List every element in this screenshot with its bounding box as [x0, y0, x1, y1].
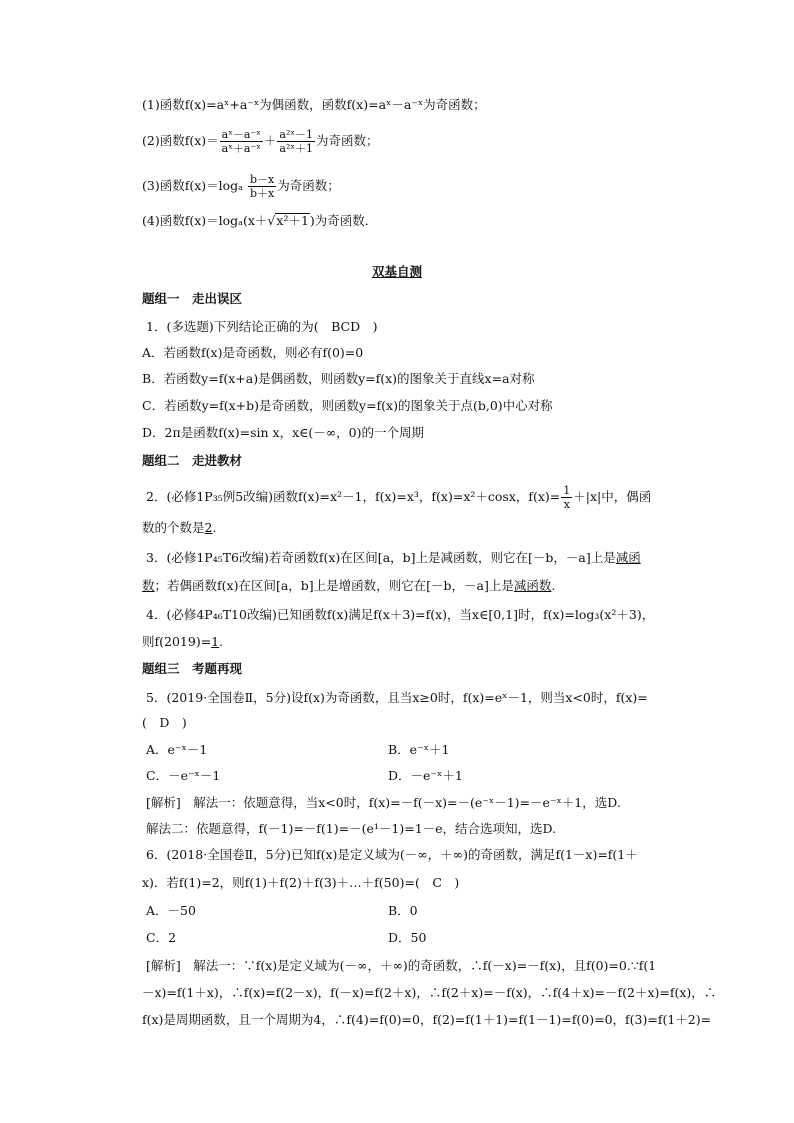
q2-answer: 2: [204, 520, 213, 535]
q5-option-d: D．－e⁻ˣ＋1: [388, 768, 463, 783]
q6-line-2: x)．若f(1)=2，则f(1)＋f(2)＋f(3)＋…＋f(50)=( C ): [142, 875, 460, 890]
q2-line-2: [142, 519, 216, 537]
property-2-lead: (2)函数f(x)＝: [142, 133, 219, 148]
q2-text-a: 2．(必修1P₃₅例5改编)函数f(x)=x²－1，f(x)=x³，f(x)=x²＋cosx，f(x)=: [146, 489, 561, 504]
q1-option-c: C．若函数y=f(x+b)是奇函数，则函数y=f(x)的图象关于点(b,0)中心对称: [142, 398, 553, 413]
property-2-tail: 为奇函数；: [316, 133, 379, 148]
q5-line-1: 5．(2019·全国卷Ⅱ，5分)设f(x)为奇函数，且当x≥0时，f(x)=eˣ－1，则当x<0时，f(x)=: [146, 690, 648, 705]
q3-answer-1: 减函: [615, 550, 641, 565]
q3-text-b: ；若偶函数f(x)在区间[a，b]上是增函数，则它在[－b，－a]上是: [154, 578, 514, 593]
q4-line-1: 4．(必修4P₄₆T10改编)已知函数f(x)满足f(x＋3)=f(x)，当x∈[0,1]时，f(x)=log₃(x²＋3)，: [146, 607, 655, 622]
q5-option-a: A．e⁻ˣ－1: [146, 742, 208, 757]
q6-solution-3: f(x)是周期函数，且一个周期为4，∴f(4)=f(0)=0，f(2)=f(1＋1)=f(1－1)=f(0)=0，f(3)=f(1＋2)=: [142, 1012, 712, 1027]
fraction-3: [248, 173, 276, 200]
property-4-close: ): [309, 213, 315, 228]
q4-text-a: 则f(2019)=: [142, 634, 212, 649]
q2-fraction-denominator: x: [563, 498, 570, 511]
plus-sign: ＋: [263, 133, 277, 148]
q1-option-d: D．2π是函数f(x)=sin x，x∈(－∞，0)的一个周期: [142, 425, 425, 440]
sqrt-radicand: x²＋1: [276, 213, 309, 228]
q2-fraction-numerator: 1: [563, 484, 571, 497]
property-1: (1)函数f(x)=aˣ+a⁻ˣ为偶函数，函数f(x)=aˣ－a⁻ˣ为奇函数；: [142, 97, 486, 112]
q5-option-b: B．e⁻ˣ＋1: [388, 742, 450, 757]
q6-solution-1: [解析] 解法一：∵f(x)是定义域为(－∞，＋∞)的奇函数，∴f(－x)=－f(x)，且f(0)=0.∵f(1: [146, 958, 657, 973]
q3-line-2: [142, 577, 555, 595]
q2-text-c: 数的个数是: [142, 520, 205, 535]
property-4: (4)函数f(x)＝logₐ(x＋√x²＋1)为奇函数．: [142, 213, 378, 228]
q4-line-2: [142, 633, 223, 651]
q3-text-c: .: [551, 578, 556, 593]
q3-text-a: 3．(必修1P₄₅T6改编)若奇函数f(x)在区间[a，b]上是减函数，则它在[－b，－a]上是: [146, 550, 616, 565]
q6-solution-2: －x)=f(1＋x)，∴f(x)=f(2－x)，f(－x)=f(2＋x)，∴f(2＋x)=－f(x)，∴f(4＋x)=－f(2＋x)=f(x)，∴: [142, 985, 717, 1000]
q6-line-1: 6．(2018·全国卷Ⅱ，5分)已知f(x)是定义域为(－∞，＋∞)的奇函数，满足f(1－x)=f(1＋: [146, 847, 638, 862]
q6-option-c: C．2: [146, 930, 177, 945]
property-2: [142, 128, 379, 155]
q6-option-a: A．－50: [146, 903, 196, 918]
q1-option-a: A．若函数f(x)是奇函数，则必有f(0)=0: [142, 345, 364, 360]
fraction-1-numerator: aˣ－a⁻ˣ: [221, 128, 261, 141]
q4-text-b: .: [219, 634, 224, 649]
q3-answer-1-cont: 数: [142, 578, 155, 593]
fraction-2: [277, 128, 315, 155]
q2-fraction: [561, 484, 572, 511]
q4-answer: 1: [211, 634, 220, 649]
fraction-3-denominator: b＋x: [249, 187, 275, 200]
fraction-2-denominator: a²ˣ＋1: [279, 142, 314, 155]
group-1-heading: 题组一 走出误区: [142, 291, 243, 306]
q5-solution-2: 解法二：依题意得，f(－1)=－f(1)=－(e¹－1)=1－e，结合选项知，选D.: [146, 821, 557, 836]
q5-solution-1: [解析] 解法一：依题意得，当x<0时，f(x)=－f(－x)=－(e⁻ˣ－1)=－e⁻ˣ＋1，选D.: [146, 795, 621, 810]
q5-line-2: ( D ): [142, 715, 187, 730]
property-4-lead: (4)函数f(x)＝logₐ(x＋: [142, 213, 268, 228]
fraction-1: [220, 128, 263, 155]
group-2-heading: 题组二 走进教材: [142, 453, 243, 468]
q2-line-1: [146, 484, 651, 511]
q2-text-d: .: [212, 520, 217, 535]
q1-stem: 1．(多选题)下列结论正确的为( BCD ): [146, 319, 378, 334]
q3-line-1: [146, 549, 641, 567]
q2-text-b: ＋|x|中，偶函: [573, 489, 652, 504]
fraction-2-numerator: a²ˣ－1: [279, 128, 314, 141]
fraction-1-denominator: aˣ＋a⁻ˣ: [221, 142, 261, 155]
q5-option-c: C．－e⁻ˣ－1: [146, 768, 221, 783]
property-3-tail: 为奇函数；: [277, 178, 340, 193]
property-3-lead: (3)函数f(x)＝logₐ: [142, 178, 247, 193]
q6-option-b: B．0: [388, 903, 418, 918]
fraction-3-numerator: b－x: [249, 173, 275, 186]
group-3-heading: 题组三 考题再现: [142, 661, 243, 676]
q3-answer-2: 减函数: [513, 578, 552, 593]
section-title-text: 双基自测: [371, 264, 422, 279]
q1-option-b: B．若函数y=f(x+a)是偶函数，则函数y=f(x)的图象关于直线x=a对称: [142, 371, 535, 386]
property-4-tail: 为奇函数．: [314, 213, 378, 228]
property-3: [142, 173, 340, 200]
section-title: [0, 263, 794, 281]
q6-option-d: D．50: [388, 930, 427, 945]
